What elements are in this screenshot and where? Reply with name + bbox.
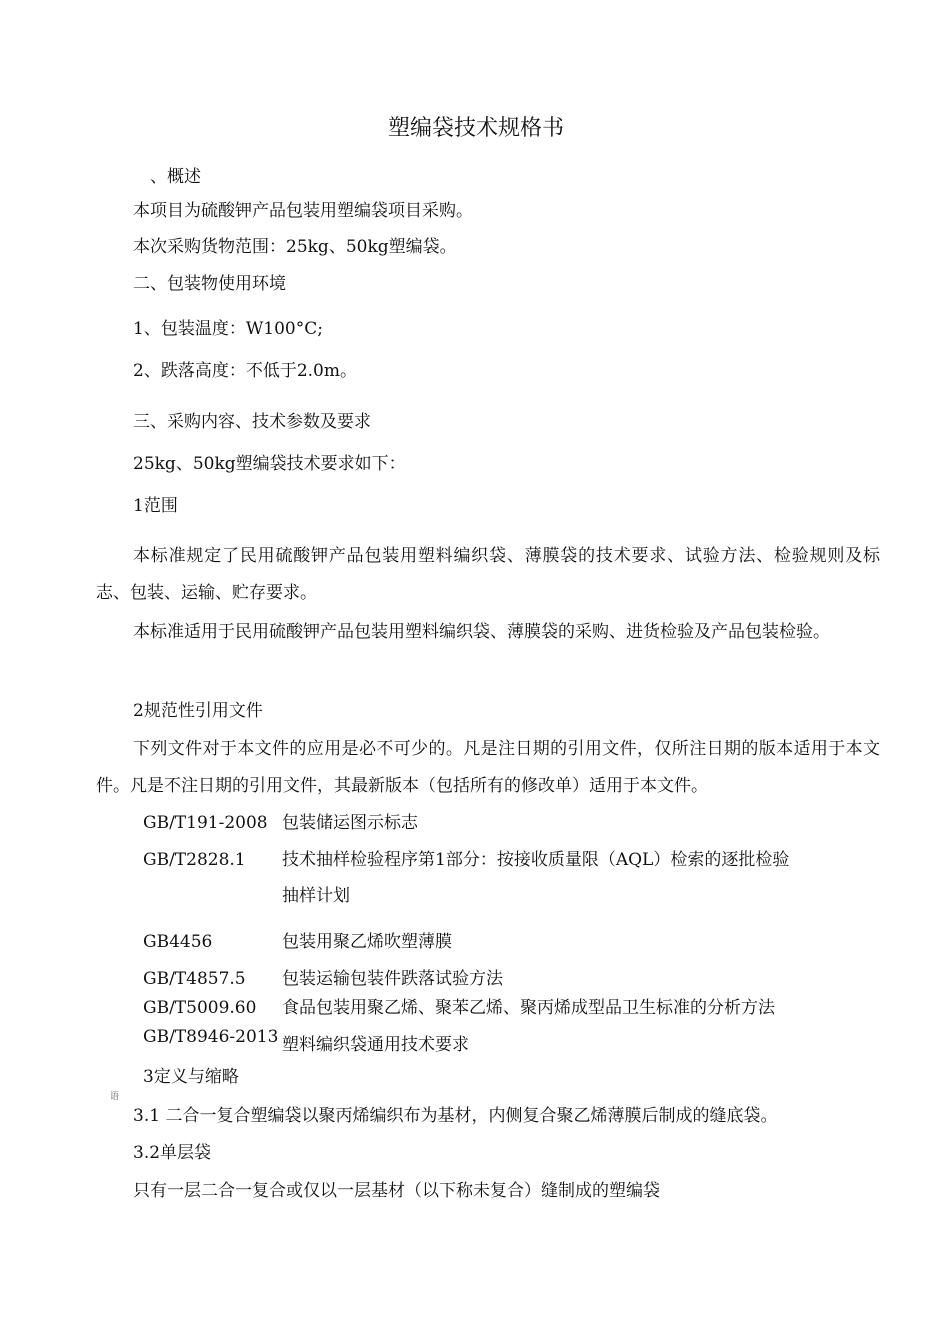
normative-references-heading: 2规范性引用文件 (133, 701, 263, 721)
scope-heading: 1范围 (133, 496, 178, 516)
section-1-paragraph-1: 本项目为硫酸钾产品包装用塑编袋项目采购。 (133, 201, 473, 221)
reference-title: 包装运输包装件跌落试验方法 (282, 969, 503, 989)
definitions-heading: 3定义与缩略 (143, 1067, 239, 1087)
reference-code: GB/T5009.60 (143, 998, 257, 1018)
definition-3-1: 3.1 二合一复合塑编袋以聚丙烯编织布为基材，内侧复合聚乙烯薄膜后制成的缝底袋。 (133, 1106, 778, 1126)
section-2-item-1: 1、包装温度：W100°C; (133, 319, 323, 339)
scope-paragraph-2: 本标准适用于民用硫酸钾产品包装用塑料编织袋、薄膜袋的采购、进货检验及产品包装检验。 (133, 622, 830, 642)
document-title: 塑编袋技术规格书 (388, 116, 565, 141)
reference-title: 食品包装用聚乙烯、聚苯乙烯、聚丙烯成型品卫生标准的分析方法 (282, 998, 775, 1018)
reference-title: 包装储运图示标志 (282, 813, 418, 833)
reference-code: GB/T4857.5 (143, 969, 246, 989)
section-3-intro: 25kg、50kg塑编袋技术要求如下： (133, 454, 406, 474)
reference-title: 包装用聚乙烯吹塑薄膜 (282, 932, 452, 952)
section-2-heading: 二、包装物使用环境 (133, 274, 286, 294)
section-1-heading: 、概述 (150, 167, 201, 187)
reference-code: GB/T2828.1 (143, 850, 246, 870)
reference-title: 塑料编织袋通用技术要求 (282, 1035, 469, 1055)
section-1-paragraph-2: 本次采购货物范围：25kg、50kg塑编袋。 (133, 237, 457, 257)
definition-3-2-paragraph: 只有一层二合一复合或仅以一层基材（以下称未复合）缝制成的塑编袋 (133, 1181, 660, 1201)
reference-title-continued: 抽样计划 (282, 886, 350, 906)
normative-references-paragraph: 下列文件对于本文件的应用是必不可少的。凡是注日期的引用文件，仅所注日期的版本适用于本文件。凡是不注日期的引用文件，其最新版本（包括所有的修改单）适用于本文件。 (96, 739, 880, 796)
definitions-heading-overflow-mark: 语 (110, 1092, 120, 1102)
reference-code: GB4456 (143, 932, 213, 952)
definition-3-2-heading: 3.2单层袋 (133, 1143, 212, 1163)
scope-paragraph-1: 本标准规定了民用硫酸钾产品包装用塑料编织袋、薄膜袋的技术要求、试验方法、检验规则及标志、包装、运输、贮存要求。 (96, 546, 880, 603)
reference-code: GB/T191-2008 (143, 813, 268, 833)
section-3-heading: 三、采购内容、技术参数及要求 (133, 412, 371, 432)
section-2-item-2: 2、跌落高度：不低于2.0m。 (133, 361, 357, 381)
reference-code: GB/T8946-2013 (143, 1027, 279, 1047)
reference-title: 技术抽样检验程序第1部分：按接收质量限（AQL）检索的逐批检验 (282, 850, 790, 870)
